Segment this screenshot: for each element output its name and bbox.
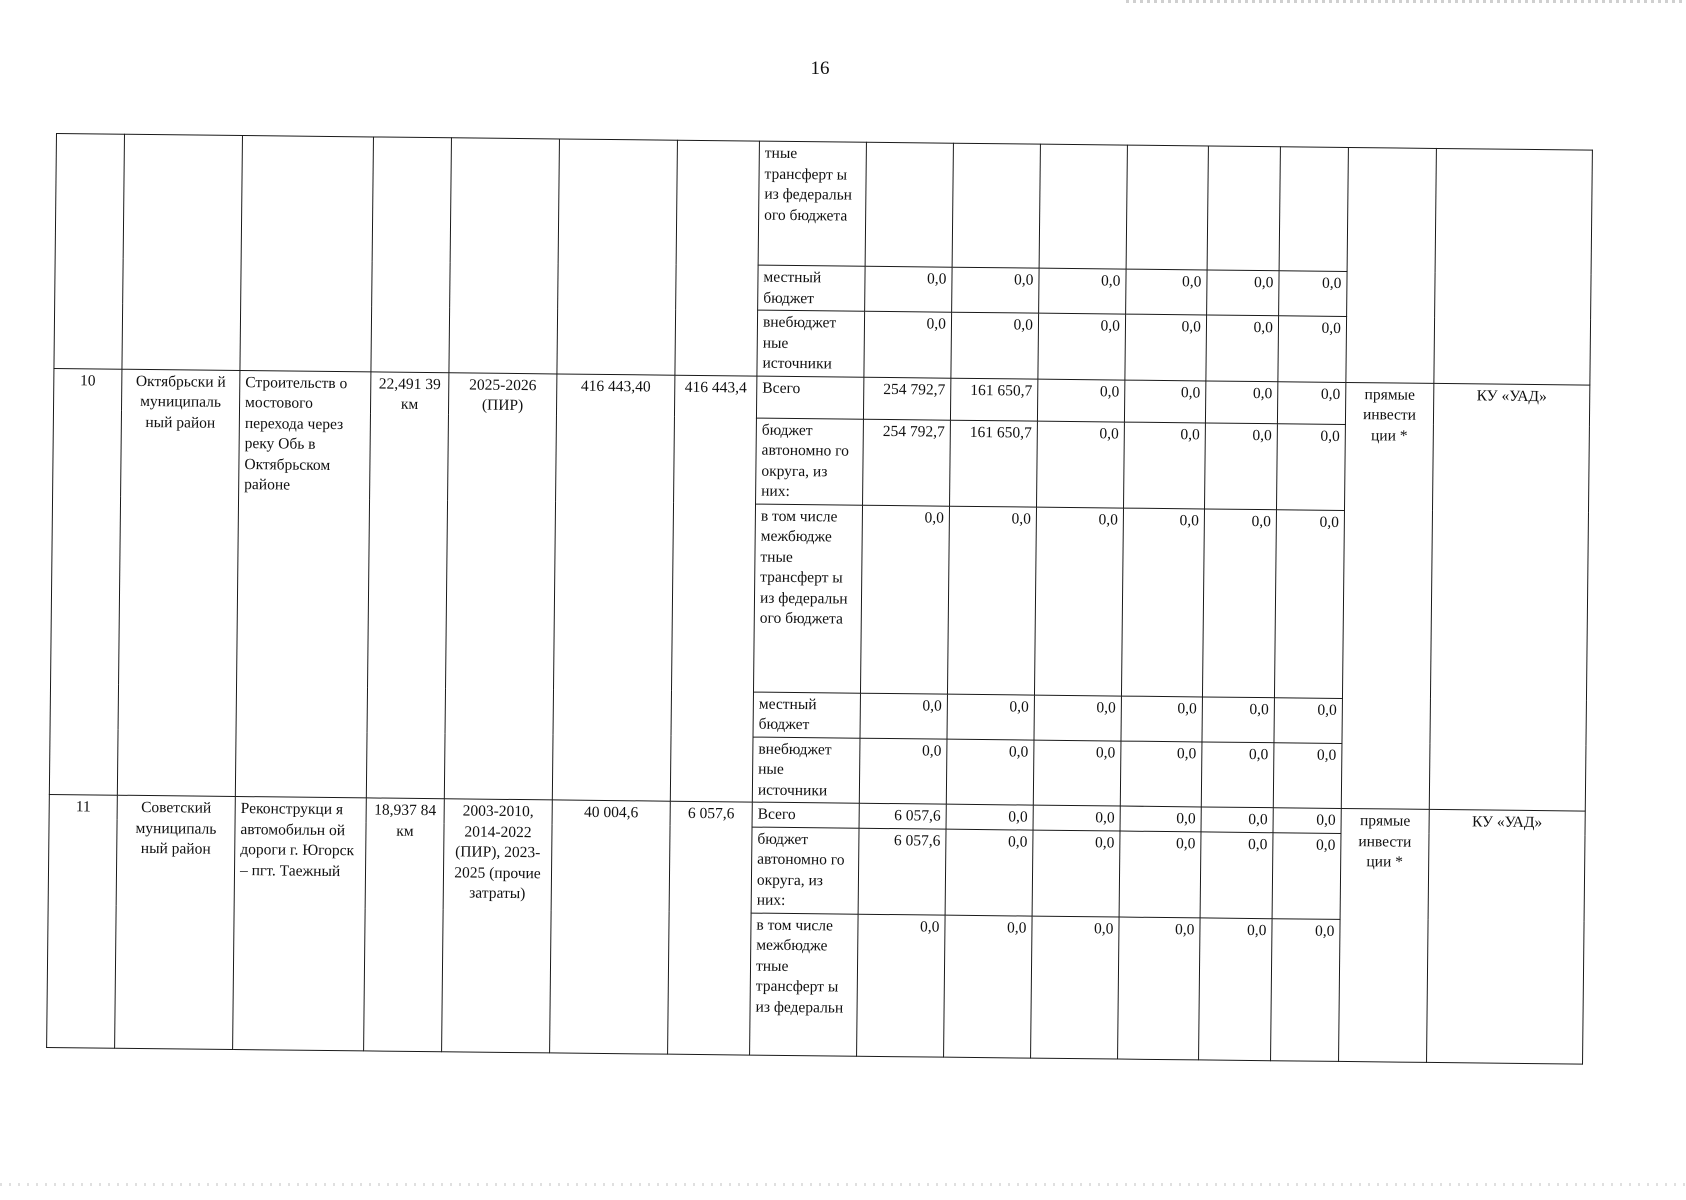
value-cell: 0,0	[1202, 508, 1276, 697]
value-cell: 0,0	[859, 738, 947, 804]
value-cell: 0,0	[1124, 380, 1205, 423]
value-cell: 0,0	[1034, 507, 1123, 696]
value-cell: 0,0	[1279, 271, 1347, 317]
source-cell: в том числе межбюдже тные трансферт ы из федеральн	[750, 913, 859, 1056]
remaining-cost-cell	[675, 140, 760, 375]
value-cell: 0,0	[1038, 313, 1126, 379]
customer-cell: КУ «УАД»	[1427, 809, 1586, 1063]
value-cell: 0,0	[1273, 742, 1342, 808]
source-cell: Всего	[752, 802, 859, 828]
mechanism-cell	[1346, 147, 1437, 382]
value-cell: 0,0	[1033, 805, 1120, 830]
value-cell: 0,0	[1120, 806, 1201, 831]
value-cell: 0,0	[1206, 315, 1279, 381]
value-cell: 0,0	[1205, 380, 1277, 423]
value-cell: 0,0	[1271, 918, 1341, 1061]
value-cell: 161 650,7	[950, 420, 1038, 507]
capacity-cell: 22,491 39 км	[366, 371, 449, 798]
capacity-cell	[371, 137, 452, 372]
value-cell: 0,0	[1205, 422, 1278, 509]
table-row	[55, 134, 1592, 275]
source-cell: местный бюджет	[753, 692, 860, 738]
value-cell	[1279, 147, 1348, 272]
source-cell: бюджет автономно го округа, из них:	[756, 418, 864, 505]
source-cell: Всего	[756, 376, 863, 419]
value-cell: 254 792,7	[863, 419, 951, 506]
customer-cell	[1434, 148, 1593, 384]
value-cell	[865, 142, 953, 267]
source-cell: местный бюджет	[758, 265, 865, 311]
value-cell: 0,0	[1124, 422, 1206, 509]
value-cell: 0,0	[1039, 268, 1126, 314]
value-cell: 0,0	[946, 804, 1033, 829]
num-cell: 11	[47, 794, 118, 1047]
value-cell	[952, 143, 1040, 268]
capacity-cell: 18,937 84 км	[364, 798, 445, 1051]
value-cell: 0,0	[947, 506, 1036, 695]
value-cell: 0,0	[944, 915, 1033, 1058]
investment-table	[46, 133, 1593, 1064]
object-cell: Реконструкци я автомобильн ой дороги г. Югорск – пгт. Таежный	[233, 796, 367, 1050]
value-cell: 0,0	[1125, 314, 1207, 380]
source-cell: внебюджет ные источники	[757, 310, 865, 377]
remaining-cost-cell: 6 057,6	[668, 801, 753, 1054]
value-cell: 0,0	[951, 312, 1039, 378]
value-cell: 0,0	[1033, 740, 1121, 806]
customer-cell: КУ «УАД»	[1429, 383, 1590, 811]
value-cell: 161 650,7	[950, 378, 1037, 421]
mechanism-cell: прямые инвести ции *	[1339, 808, 1430, 1061]
value-cell: 254 792,7	[863, 377, 950, 420]
value-cell: 0,0	[1202, 696, 1274, 742]
value-cell: 0,0	[860, 693, 947, 739]
value-cell	[1126, 145, 1208, 270]
investment-table-sheet	[46, 133, 1592, 1064]
value-cell: 0,0	[1118, 917, 1201, 1060]
value-cell: 0,0	[1032, 830, 1120, 917]
source-cell: внебюджет ные источники	[752, 737, 860, 804]
value-cell: 0,0	[1037, 379, 1124, 422]
value-cell: 0,0	[1201, 741, 1274, 807]
num-cell	[54, 134, 125, 369]
value-cell: 0,0	[1119, 831, 1201, 918]
value-cell	[1207, 146, 1280, 271]
value-cell: 0,0	[1277, 423, 1346, 510]
estimated-cost-cell: 40 004,6	[550, 800, 671, 1054]
num-cell: 10	[49, 368, 122, 795]
value-cell: 0,0	[1277, 381, 1345, 424]
object-cell: Строительств о мостового перехода через реку Обь в Октябрьском районе	[235, 370, 371, 798]
value-cell: 6 057,6	[858, 828, 946, 915]
years-cell: 2025-2026 (ПИР)	[444, 372, 557, 800]
district-cell: Октябрьски й муниципаль ный район	[117, 369, 240, 797]
estimated-cost-cell: 416 443,40	[552, 373, 675, 801]
value-cell: 0,0	[952, 267, 1039, 313]
district-cell	[122, 134, 243, 370]
source-cell: тные трансферт ы из федеральн ого бюджета	[758, 141, 866, 266]
value-cell: 6 057,6	[859, 803, 946, 828]
value-cell: 0,0	[1201, 807, 1273, 832]
remaining-cost-cell: 416 443,4	[670, 375, 757, 802]
value-cell: 0,0	[1121, 696, 1202, 742]
page-number: 16	[810, 58, 830, 79]
value-cell: 0,0	[1200, 831, 1273, 918]
scan-artifact-top	[1126, 0, 1686, 3]
value-cell: 0,0	[1031, 916, 1120, 1059]
value-cell: 0,0	[1120, 741, 1202, 807]
value-cell: 0,0	[1199, 917, 1273, 1060]
years-cell	[449, 138, 560, 374]
value-cell: 0,0	[1207, 270, 1279, 316]
value-cell: 0,0	[1278, 316, 1347, 382]
value-cell: 0,0	[946, 739, 1034, 805]
value-cell: 0,0	[864, 311, 952, 377]
value-cell: 0,0	[945, 829, 1033, 916]
value-cell: 0,0	[1126, 269, 1207, 315]
value-cell: 0,0	[1272, 832, 1341, 919]
value-cell: 0,0	[1273, 808, 1341, 833]
value-cell	[1039, 144, 1127, 269]
object-cell	[240, 136, 374, 372]
value-cell: 0,0	[857, 914, 946, 1057]
source-cell: бюджет автономно го округа, из них:	[751, 827, 859, 914]
value-cell: 0,0	[1037, 421, 1125, 508]
value-cell: 0,0	[865, 266, 952, 312]
scan-artifact-bottom	[0, 1183, 1686, 1186]
value-cell: 0,0	[1034, 695, 1121, 741]
district-cell: Советский муниципаль ный район	[115, 795, 236, 1049]
source-cell: в том числе межбюдже тные трансферт ы из федеральн ого бюджета	[753, 504, 862, 693]
value-cell: 0,0	[947, 694, 1034, 740]
estimated-cost-cell	[557, 139, 678, 375]
value-cell: 0,0	[1121, 508, 1204, 697]
mechanism-cell: прямые инвести ции *	[1341, 382, 1434, 809]
value-cell: 0,0	[860, 505, 949, 694]
years-cell: 2003-2010, 2014-2022 (ПИР), 2023-2025 (прочие затраты)	[442, 799, 553, 1053]
value-cell: 0,0	[1274, 509, 1344, 698]
value-cell: 0,0	[1274, 697, 1342, 743]
